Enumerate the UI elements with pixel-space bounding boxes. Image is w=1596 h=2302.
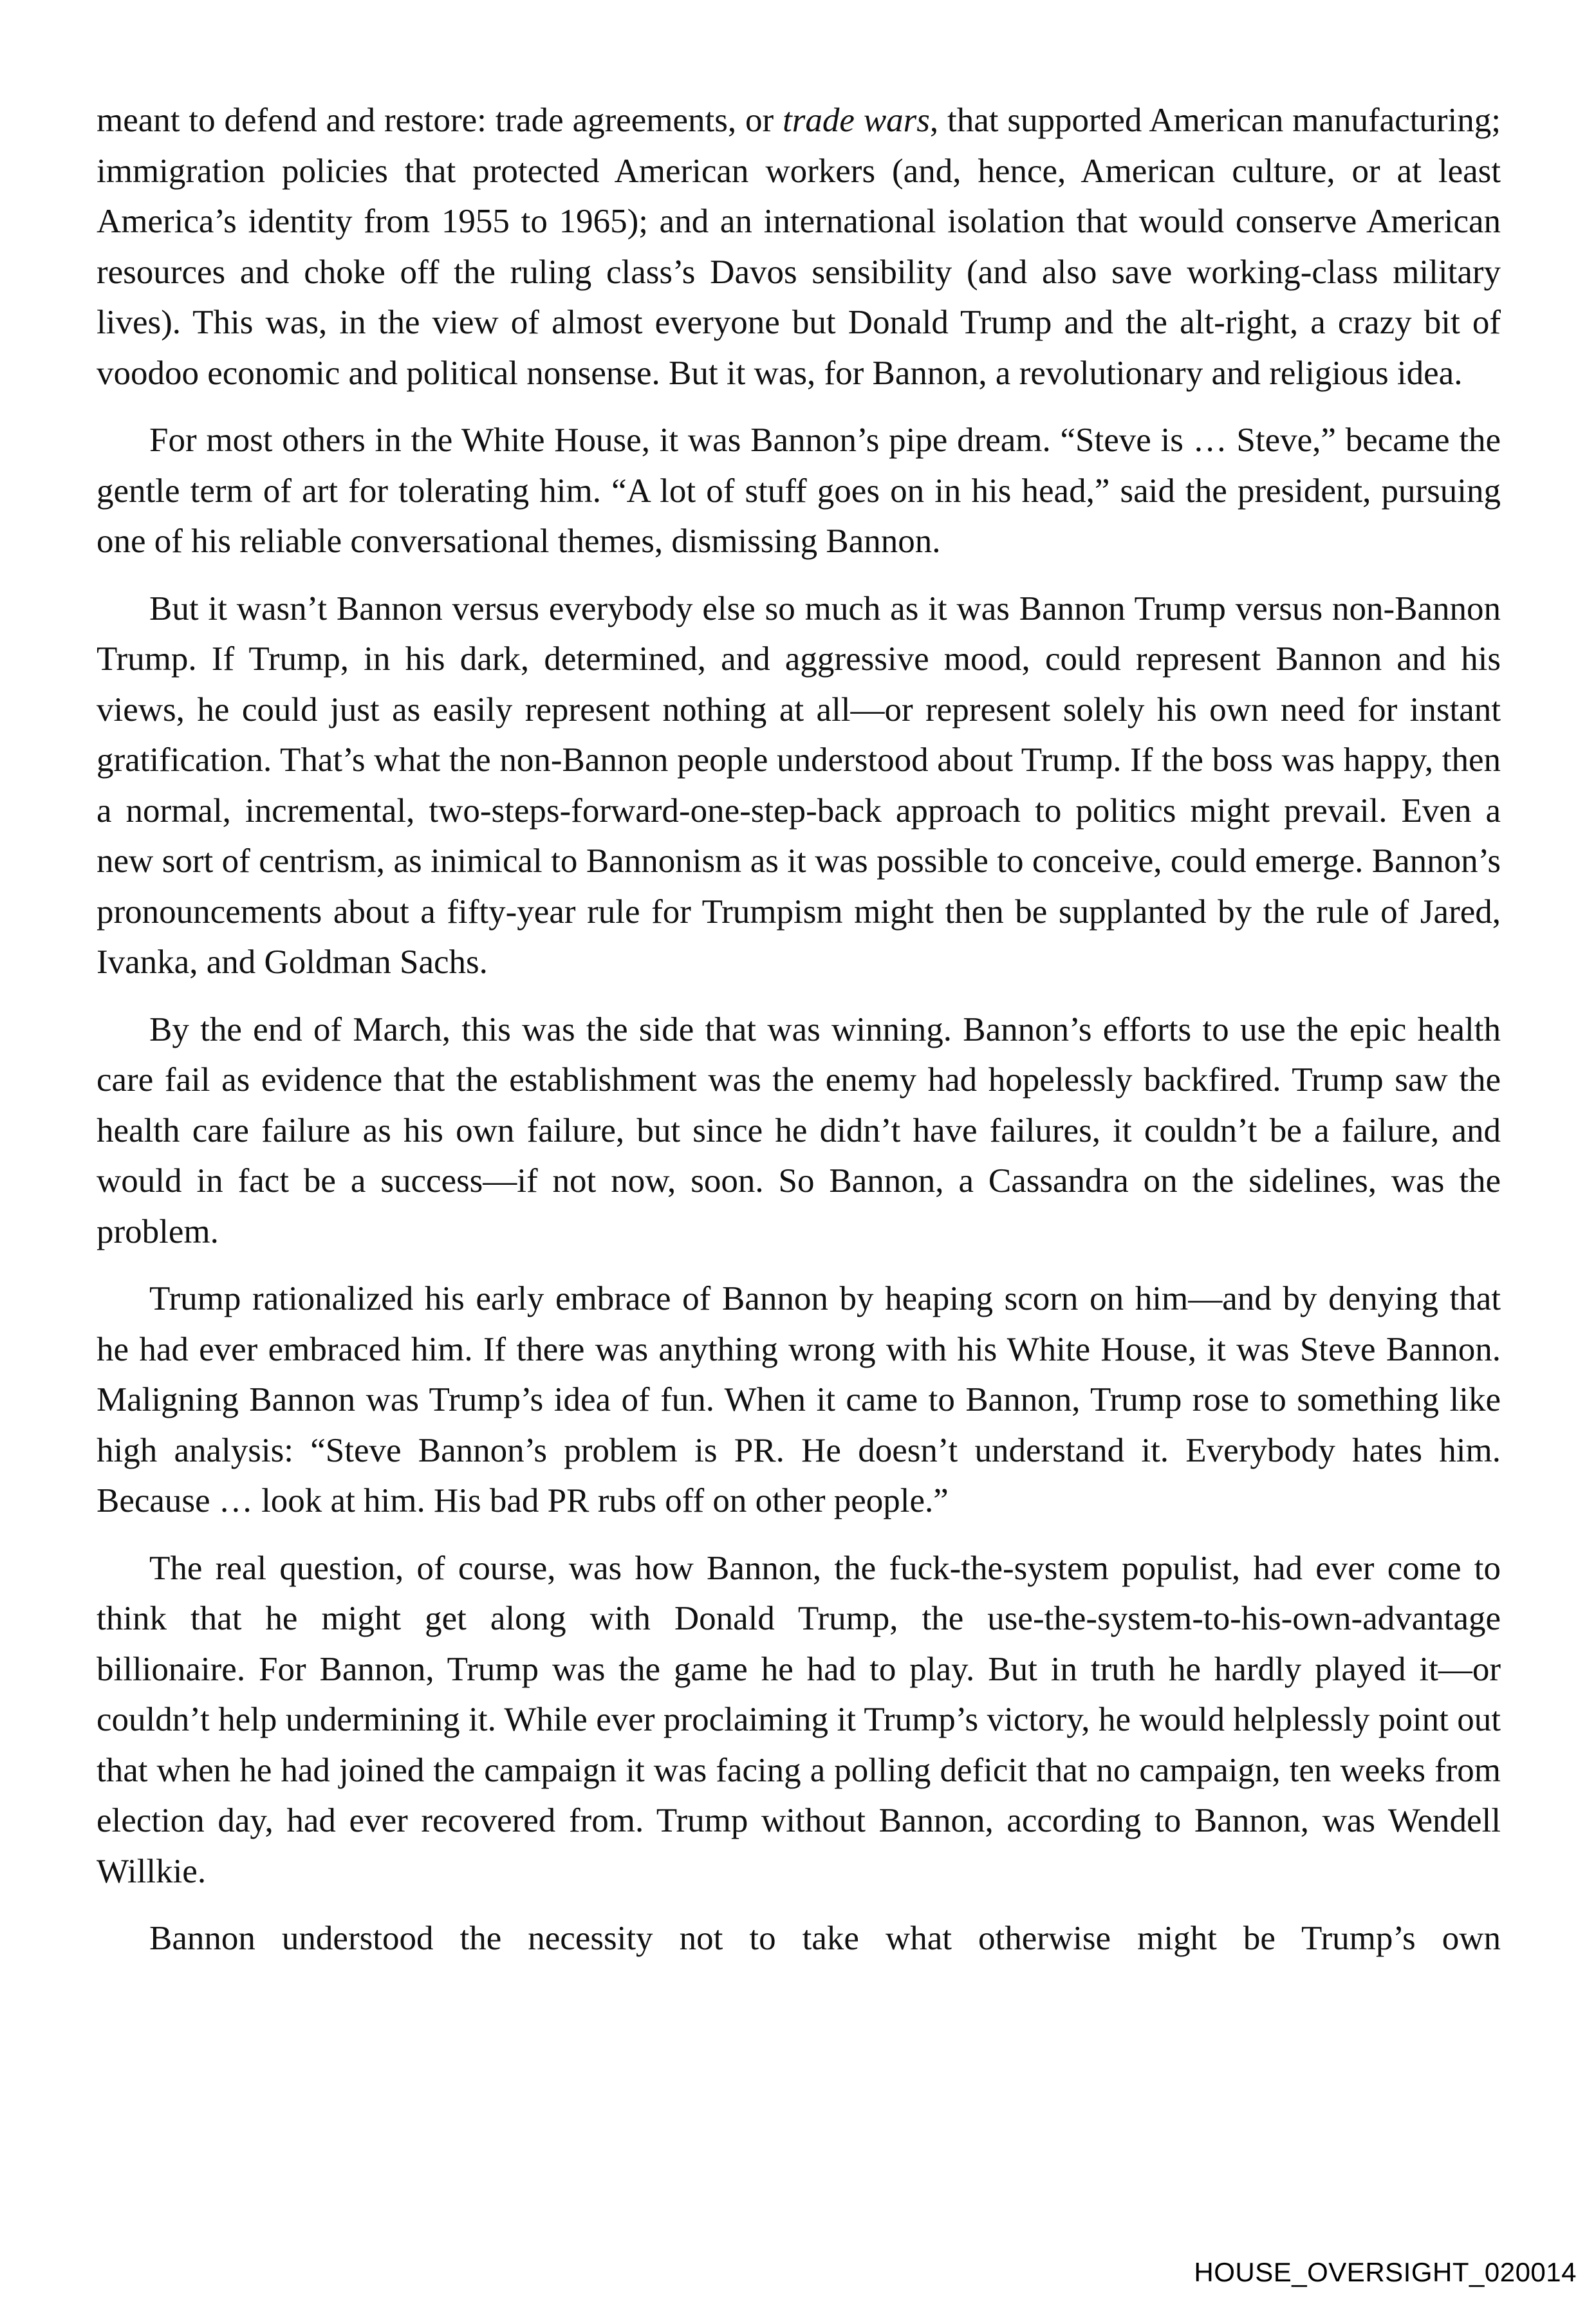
document-page <box>97 95 1501 1981</box>
paragraph-7: Bannon understood the necessity not to take what otherwise might be Trump’s own <box>149 1920 1501 1957</box>
paragraph-2: For most others in the White House, it was Bannon’s pipe dream. “Steve is … Steve,” became the gentle term of art for tolerating him. “A lot of stuff goes on in his head,” said the president, pursuing one of his reliable conversational themes, dismissing Bannon. <box>97 422 1501 560</box>
paragraph-3: But it wasn’t Bannon versus everybody else so much as it was Bannon Trump versus non-Bannon Trump. If Trump, in his dark, determined, and aggressive mood, could represent Bannon and his views, he could just as easily represent nothing at all—or represent solely his own need for instant gratification. That’s what the non-Bannon people understood about Trump. If the boss was happy, then a normal, incremental, two-steps-forward-one-step-back approach to politics might prevail. Even a new sort of centrism, as inimical to Bannonism as it was possible to conceive, could emerge. Bannon’s pronouncements about a fifty-year rule for Trumpism might then be supplanted by the rule of Jared, Ivanka, and Goldman Sachs. <box>97 589 1501 981</box>
paragraph-6: The real question, of course, was how Bannon, the fuck-the-system populist, had ever come to think that he might get along with Donald Trump, the use-the-system-to-his-own-advantage billionaire. For Bannon, Trump was the game he had to play. But in truth he hardly played it—or couldn’t help undermining it. While ever proclaiming it Trump’s victory, he would helplessly point out that when he had joined the campaign it was facing a polling deficit that no campaign, ten weeks from election day, had ever recovered from. Trump without Bannon, according to Bannon, was Wendell Willkie. <box>97 1549 1501 1890</box>
paragraph-5: Trump rationalized his early embrace of Bannon by heaping scorn on him—and by denying that he had ever embraced him. If there was anything wrong with his White House, it was Steve Bannon. Maligning Bannon was Trump’s idea of fun. When it came to Bannon, Trump rose to something like high analysis: “Steve Bannon’s problem is PR. He doesn’t understand it. Everybody hates him. Because … look at him. His bad PR rubs off on other people.” <box>97 1280 1501 1519</box>
paragraph-1 <box>97 95 1501 398</box>
paragraph-1-text-a: meant to defend and restore: trade agreements, or <box>97 102 783 139</box>
paragraph-4: By the end of March, this was the side that was winning. Bannon’s efforts to use the epic health care fail as evidence that the establishment was the enemy had hopelessly backfired. Trump saw the health care failure as his own failure, but since he didn’t have failures, it couldn’t be a failure, and would in fact be a success—if not now, soon. So Bannon, a Cassandra on the sidelines, was the problem. <box>97 1010 1501 1250</box>
italic-phrase: trade wars <box>783 102 930 139</box>
paragraph-1-text-b: , that supported American manufacturing; immigration policies that protected American workers (and, hence, American culture, or at least America’s identity from 1955 to 1965); and an international isolation that would conserve American resources and choke off the ruling class’s Davos sensibility (and also save working-class military lives). This was, in the view of almost everyone but Donald Trump and the alt-right, a crazy bit of voodoo economic and political nonsense. But it was, for Bannon, a revolutionary and religious idea. <box>97 102 1501 392</box>
bates-number: HOUSE_OVERSIGHT_020014 <box>1194 2257 1577 2287</box>
